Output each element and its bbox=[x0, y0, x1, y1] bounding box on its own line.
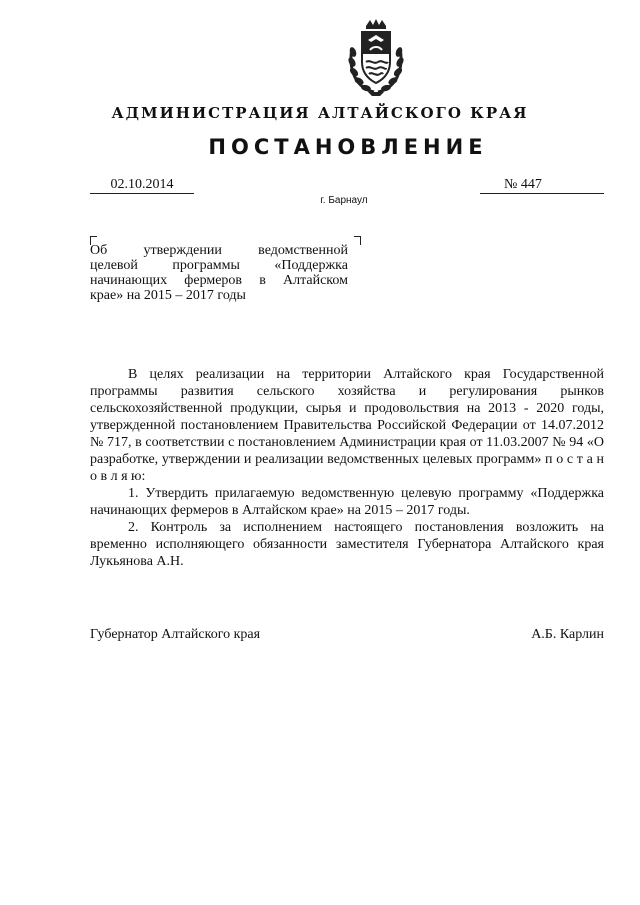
subject-bracket-right bbox=[354, 236, 361, 245]
document-city: г. Барнаул bbox=[320, 195, 368, 206]
body-paragraph-preamble: В целях реализации на территории Алтайского края Государственной программы развития сельского хозяйства и регулирования рынков сельскохозяйственной продукции, сырья и продовольствия на 2013 - 2020 годы, утвержденной постановлением Правительства Российской Федерации от 14.07.2012 № 717, в соответствии с постановлением Администрации края от 11.03.2007 № 94 «О разработке, утверждении и реализации ведомственных целевых программ» п о с т а н о в л я ю: bbox=[90, 367, 604, 484]
signatory-name: А.Б. Карлин bbox=[531, 627, 604, 642]
body-paragraph-item-1: 1. Утвердить прилагаемую ведомственную целевую программу «Поддержка начинающих фермеров в Алтайском крае» на 2015 – 2017 годы. bbox=[90, 486, 604, 518]
document-type-title: ПОСТАНОВЛЕНИЕ bbox=[208, 135, 488, 159]
subject-line: целевой программы «Поддержка bbox=[90, 258, 348, 273]
subject-line: крае» на 2015 – 2017 годы bbox=[90, 288, 246, 303]
document-number: № 447 bbox=[480, 176, 604, 194]
document-body bbox=[90, 366, 604, 570]
signatory-position: Губернатор Алтайского края bbox=[90, 627, 261, 642]
document-subject bbox=[90, 243, 348, 303]
organization-title: АДМИНИСТРАЦИЯ АЛТАЙСКОГО КРАЯ bbox=[111, 104, 529, 122]
document-date: 02.10.2014 bbox=[90, 176, 194, 194]
body-paragraph-item-2: 2. Контроль за исполнением настоящего постановления возложить на временно исполняющего обязанности заместителя Губернатора Алтайского края Лукьянова А.Н. bbox=[90, 520, 604, 569]
coat-of-arms-icon bbox=[344, 18, 408, 98]
subject-line: Об утверждении ведомственной bbox=[90, 243, 348, 258]
subject-line: начинающих фермеров в Алтайском bbox=[90, 273, 348, 288]
